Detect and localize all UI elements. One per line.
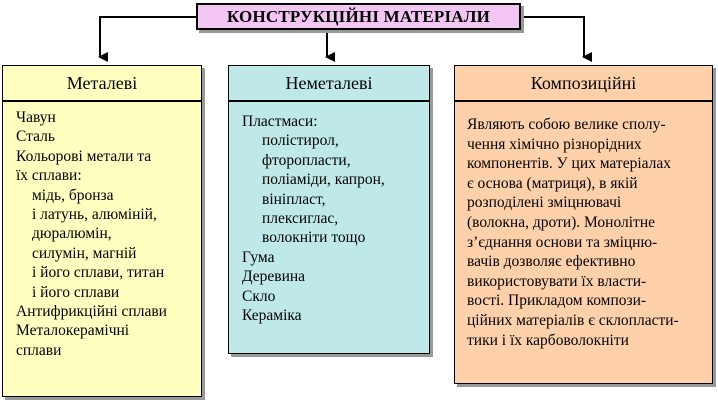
nonmetals-box: [228, 101, 430, 354]
nonmetal-item: Гума: [242, 248, 275, 266]
nonmetals-header: Неметалеві: [228, 65, 430, 101]
metal-item: Кольорові метали та: [16, 147, 152, 165]
diagram-title: КОНСТРУКЦІЙНІ МАТЕРІАЛИ: [196, 3, 521, 30]
composite-line: вачів дозволяє ефективно: [467, 253, 636, 271]
metal-item: силумін, магній: [32, 244, 137, 262]
nonmetal-item: фторопласти,: [262, 151, 351, 169]
composite-line: є основа (матриця), в якій: [467, 174, 638, 192]
composite-line: чення хімічно різнорідних: [467, 135, 642, 153]
composite-line: вості. Прикладом компози-: [467, 292, 647, 310]
metals-header: Металеві: [2, 65, 202, 101]
composite-line: компонентів. У цих матеріалах: [467, 155, 672, 173]
nonmetal-item: плексиглас,: [262, 210, 339, 228]
metal-item: Металокерамічні: [16, 322, 130, 340]
metal-item: і його сплави, титан: [32, 264, 165, 282]
metal-item: мідь, бронза: [32, 186, 114, 204]
composite-line: тики і їх карбоволокніти: [467, 331, 629, 349]
composites-box: [454, 101, 713, 384]
composite-line: розподілені зміцнювачі: [467, 194, 622, 212]
composites-description: [467, 115, 711, 350]
metal-item: і його сплави: [32, 283, 120, 301]
nonmetals-list: [242, 112, 385, 325]
composite-line: з’єднання основи та зміцню-: [467, 233, 658, 251]
metals-list: [16, 108, 167, 360]
metal-item: дюралюмін,: [32, 225, 112, 243]
metal-item: їх сплави:: [16, 167, 82, 185]
composites-header: Композиційні: [454, 65, 713, 101]
metal-item: Чавун: [16, 109, 56, 126]
metal-item: Антифрикційні сплави: [16, 303, 167, 321]
nonmetal-item: волокніти тощо: [262, 229, 366, 247]
nonmetal-item: вініпласт,: [262, 190, 326, 208]
composite-line: використовувати їх власти-: [467, 272, 647, 290]
metal-item: Сталь: [16, 128, 55, 146]
nonmetal-item: полістирол,: [262, 132, 339, 150]
composite-line: ційних матеріалів є склопласти-: [467, 311, 679, 329]
nonmetal-item: Пластмаси:: [242, 113, 318, 130]
composite-line: Являють собою велике сполу-: [467, 116, 666, 133]
metal-item: і латунь, алюміній,: [32, 206, 157, 224]
metals-box: [2, 101, 202, 397]
nonmetal-item: поліаміди, капрон,: [262, 171, 385, 189]
nonmetal-item: Деревина: [242, 268, 306, 286]
nonmetal-item: Кераміка: [242, 307, 302, 325]
metal-item: сплави: [16, 341, 62, 359]
nonmetal-item: Скло: [242, 287, 276, 305]
composite-line: (волокна, дроти). Монолітне: [467, 213, 655, 231]
